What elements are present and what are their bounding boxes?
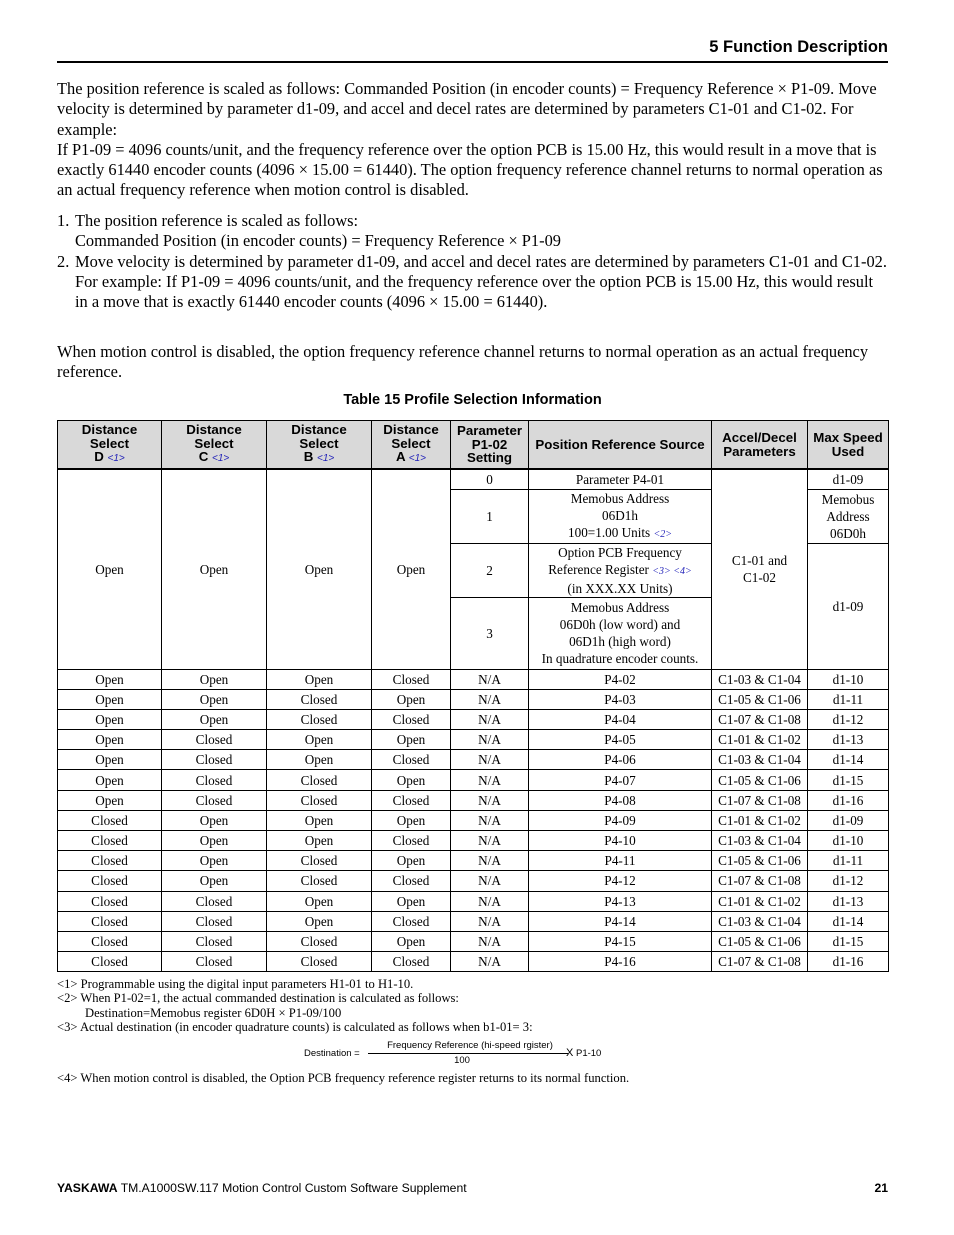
cell-source: P4-14 bbox=[529, 911, 712, 931]
cell-distance-a: Closed bbox=[372, 831, 451, 851]
footnote-ref: <1> bbox=[408, 453, 427, 465]
cell-accel-decel: C1-07 & C1-08 bbox=[712, 709, 808, 729]
cell-max-speed: d1-14 bbox=[808, 911, 889, 931]
cell-accel-decel: C1-01 & C1-02 bbox=[712, 891, 808, 911]
cell-p1-02: N/A bbox=[451, 952, 529, 972]
cell-distance-a: Closed bbox=[372, 669, 451, 689]
cell-distance-a: Closed bbox=[372, 750, 451, 770]
cell-distance-d: Open bbox=[58, 770, 162, 790]
footnote-4: <4> When motion control is disabled, the Option PCB frequency reference register returns to its normal function. bbox=[57, 1071, 630, 1085]
header-rule bbox=[57, 61, 888, 63]
table-row bbox=[58, 891, 889, 911]
document-title: TM.A1000SW.117 Motion Control Custom Software Supplement bbox=[120, 1181, 467, 1195]
cell-distance-b: Open bbox=[267, 831, 372, 851]
cell-distance-c: Open bbox=[162, 709, 267, 729]
cell-distance-b: Closed bbox=[267, 871, 372, 891]
cell-source: Option PCB Frequency Reference Register <3> <4> (in XXX.XX Units) bbox=[529, 543, 712, 597]
cell-max-speed: d1-12 bbox=[808, 871, 889, 891]
cell-p1-02: 3 bbox=[451, 597, 529, 669]
cell-distance-c: Open bbox=[162, 669, 267, 689]
cell-distance-b: Closed bbox=[267, 709, 372, 729]
table-row bbox=[58, 911, 889, 931]
table-row bbox=[58, 750, 889, 770]
header-max-speed: Max Speed Used bbox=[808, 421, 889, 470]
cell-distance-d: Closed bbox=[58, 952, 162, 972]
cell-p1-02: N/A bbox=[451, 689, 529, 709]
cell-distance-a: Open bbox=[372, 730, 451, 750]
cell-source: P4-13 bbox=[529, 891, 712, 911]
cell-source: P4-09 bbox=[529, 810, 712, 830]
cell-source: Parameter P4-01 bbox=[529, 469, 712, 489]
cell-distance-b: Open bbox=[267, 469, 372, 669]
cell-distance-d: Closed bbox=[58, 871, 162, 891]
cell-max-speed: d1-11 bbox=[808, 851, 889, 871]
cell-distance-c: Closed bbox=[162, 730, 267, 750]
cell-distance-c: Closed bbox=[162, 891, 267, 911]
cell-max-speed: d1-10 bbox=[808, 669, 889, 689]
cell-accel-decel: C1-07 & C1-08 bbox=[712, 952, 808, 972]
footnote-ref: <2> bbox=[653, 528, 672, 540]
cell-max-speed: d1-09 bbox=[808, 543, 889, 669]
cell-distance-d: Open bbox=[58, 669, 162, 689]
cell-distance-a: Closed bbox=[372, 790, 451, 810]
header-position-reference-source: Position Reference Source bbox=[529, 421, 712, 470]
cell-accel-decel: C1-07 & C1-08 bbox=[712, 790, 808, 810]
cell-distance-a: Open bbox=[372, 689, 451, 709]
cell-distance-d: Open bbox=[58, 709, 162, 729]
cell-distance-c: Closed bbox=[162, 952, 267, 972]
cell-distance-c: Open bbox=[162, 469, 267, 669]
cell-distance-a: Closed bbox=[372, 911, 451, 931]
cell-distance-b: Closed bbox=[267, 689, 372, 709]
table-row bbox=[58, 851, 889, 871]
cell-distance-a: Open bbox=[372, 469, 451, 669]
list-number: 2. bbox=[57, 251, 70, 271]
footnote-2: <2> When P1-02=1, the actual commanded destination is calculated as follows: bbox=[57, 991, 459, 1006]
cell-max-speed: d1-16 bbox=[808, 952, 889, 972]
header-distance-select-c: Distance Select C <1> bbox=[162, 421, 267, 470]
numbered-list bbox=[57, 211, 889, 312]
footnote-2-detail: Destination=Memobus register 6D0H × P1-09/100 bbox=[85, 1005, 342, 1020]
closing-paragraph: When motion control is disabled, the option frequency reference channel returns to normal operation as an actual frequency reference. bbox=[57, 342, 869, 382]
cell-p1-02: N/A bbox=[451, 730, 529, 750]
cell-distance-b: Closed bbox=[267, 952, 372, 972]
cell-p1-02: N/A bbox=[451, 750, 529, 770]
intro-paragraph bbox=[57, 79, 889, 201]
cell-max-speed: d1-09 bbox=[808, 469, 889, 489]
fraction-bar bbox=[368, 1053, 568, 1054]
cell-p1-02: 2 bbox=[451, 543, 529, 597]
cell-max-speed: d1-13 bbox=[808, 730, 889, 750]
cell-source: P4-06 bbox=[529, 750, 712, 770]
cell-source: P4-12 bbox=[529, 871, 712, 891]
cell-source: Memobus Address 06D1h 100=1.00 Units <2> bbox=[529, 489, 712, 543]
cell-accel-decel: C1-03 & C1-04 bbox=[712, 750, 808, 770]
list-item-2 bbox=[57, 252, 889, 313]
cell-distance-a: Open bbox=[372, 851, 451, 871]
cell-source: P4-02 bbox=[529, 669, 712, 689]
table-row bbox=[58, 730, 889, 750]
table-row bbox=[58, 669, 889, 689]
cell-source: P4-04 bbox=[529, 709, 712, 729]
cell-distance-c: Closed bbox=[162, 790, 267, 810]
cell-source: P4-16 bbox=[529, 952, 712, 972]
page-number: 21 bbox=[874, 1181, 888, 1195]
cell-source: P4-08 bbox=[529, 790, 712, 810]
table-row bbox=[58, 790, 889, 810]
cell-distance-d: Open bbox=[58, 730, 162, 750]
cell-max-speed: d1-11 bbox=[808, 689, 889, 709]
footnote-3: <3> Actual destination (in encoder quadrature counts) is calculated as follows when b1-01= 3: bbox=[57, 1019, 533, 1034]
cell-distance-b: Open bbox=[267, 911, 372, 931]
cell-accel-decel: C1-03 & C1-04 bbox=[712, 831, 808, 851]
cell-source: P4-03 bbox=[529, 689, 712, 709]
header-accel-decel: Accel/Decel Parameters bbox=[712, 421, 808, 470]
cell-distance-c: Closed bbox=[162, 750, 267, 770]
footnote-ref: <1> bbox=[107, 453, 125, 465]
cell-p1-02: N/A bbox=[451, 911, 529, 931]
footnote-1: <1> Programmable using the digital input parameters H1-01 to H1-10. bbox=[57, 977, 414, 991]
table-row bbox=[58, 831, 889, 851]
table-row bbox=[58, 810, 889, 830]
footnote-ref: <1> bbox=[212, 453, 230, 465]
table-row bbox=[58, 469, 889, 489]
cell-distance-a: Closed bbox=[372, 952, 451, 972]
cell-p1-02: N/A bbox=[451, 891, 529, 911]
cell-accel-decel: C1-01 & C1-02 bbox=[712, 730, 808, 750]
cell-distance-a: Open bbox=[372, 770, 451, 790]
cell-distance-b: Closed bbox=[267, 790, 372, 810]
cell-distance-c: Closed bbox=[162, 931, 267, 951]
cell-distance-b: Open bbox=[267, 730, 372, 750]
header-distance-select-b: Distance Select B <1> bbox=[267, 421, 372, 470]
intro-line-2: If P1-09 = 4096 counts/unit, and the frequency reference over the option PCB is 15.00 Hz, this would result in a move that is exactly 61440 encoder counts (4096 × 15.00 = 61440). The option frequency reference channel returns to normal operation as an actual frequency reference when motion control is disabled. bbox=[57, 139, 883, 200]
cell-distance-b: Closed bbox=[267, 931, 372, 951]
cell-distance-d: Closed bbox=[58, 931, 162, 951]
cell-p1-02: N/A bbox=[451, 810, 529, 830]
cell-distance-b: Closed bbox=[267, 770, 372, 790]
footnotes bbox=[57, 977, 889, 1034]
cell-max-speed: d1-15 bbox=[808, 931, 889, 951]
formula-multiplier: X P1-10 bbox=[566, 1047, 602, 1059]
cell-distance-c: Open bbox=[162, 871, 267, 891]
cell-distance-d: Open bbox=[58, 750, 162, 770]
cell-distance-a: Closed bbox=[372, 709, 451, 729]
cell-distance-b: Closed bbox=[267, 851, 372, 871]
cell-distance-a: Closed bbox=[372, 871, 451, 891]
table-row bbox=[58, 689, 889, 709]
cell-distance-b: Open bbox=[267, 750, 372, 770]
section-header: 5 Function Description bbox=[709, 38, 888, 56]
cell-accel-decel: C1-03 & C1-04 bbox=[712, 911, 808, 931]
cell-source: Memobus Address 06D0h (low word) and 06D1h (high word) In quadrature encoder counts. bbox=[529, 597, 712, 669]
cell-distance-c: Open bbox=[162, 831, 267, 851]
cell-source: P4-11 bbox=[529, 851, 712, 871]
footnote-ref: <3> <4> bbox=[652, 565, 692, 577]
header-parameter-setting: Parameter P1-02 Setting bbox=[451, 421, 529, 470]
cell-p1-02: 1 bbox=[451, 489, 529, 543]
cell-distance-d: Closed bbox=[58, 891, 162, 911]
list-item-text: The position reference is scaled as follows: bbox=[75, 211, 359, 230]
cell-distance-d: Closed bbox=[58, 810, 162, 830]
table-row bbox=[58, 709, 889, 729]
header-distance-select-d: Distance Select D <1> bbox=[58, 421, 162, 470]
cell-distance-d: Closed bbox=[58, 851, 162, 871]
cell-p1-02: 0 bbox=[451, 469, 529, 489]
cell-max-speed: d1-13 bbox=[808, 891, 889, 911]
cell-accel-decel: C1-03 & C1-04 bbox=[712, 669, 808, 689]
table-row bbox=[58, 931, 889, 951]
cell-accel-decel: C1-07 & C1-08 bbox=[712, 871, 808, 891]
cell-source: P4-15 bbox=[529, 931, 712, 951]
table-header-row bbox=[58, 421, 889, 470]
cell-distance-d: Closed bbox=[58, 911, 162, 931]
cell-max-speed: d1-14 bbox=[808, 750, 889, 770]
cell-max-speed: d1-16 bbox=[808, 790, 889, 810]
list-item-text: Move velocity is determined by parameter d1-09, and accel and decel rates are determined by parameters C1-01 and C1-02. bbox=[75, 251, 887, 271]
cell-distance-b: Open bbox=[267, 891, 372, 911]
list-item-text: For example: If P1-09 = 4096 counts/unit, and the frequency reference over the option PCB is 15.00 Hz, this would result in a move that is exactly 61440 encoder counts (4096 × 15.00 = 61440). bbox=[75, 271, 874, 312]
cell-max-speed: d1-10 bbox=[808, 831, 889, 851]
cell-distance-d: Closed bbox=[58, 831, 162, 851]
cell-source: P4-10 bbox=[529, 831, 712, 851]
cell-distance-c: Closed bbox=[162, 911, 267, 931]
header-distance-select-a: Distance Select A <1> bbox=[372, 421, 451, 470]
formula-denominator: 100 bbox=[454, 1055, 470, 1066]
cell-distance-c: Open bbox=[162, 851, 267, 871]
cell-accel-decel: C1-05 & C1-06 bbox=[712, 851, 808, 871]
cell-p1-02: N/A bbox=[451, 790, 529, 810]
table-title: Table 15 Profile Selection Information bbox=[343, 392, 602, 408]
cell-distance-c: Open bbox=[162, 689, 267, 709]
cell-p1-02: N/A bbox=[451, 709, 529, 729]
cell-distance-c: Closed bbox=[162, 770, 267, 790]
profile-selection-table bbox=[57, 420, 889, 972]
cell-max-speed: d1-15 bbox=[808, 770, 889, 790]
footnote-ref: <1> bbox=[317, 453, 335, 465]
cell-p1-02: N/A bbox=[451, 931, 529, 951]
cell-accel-decel: C1-01 and C1-02 bbox=[712, 469, 808, 669]
cell-source: P4-05 bbox=[529, 730, 712, 750]
cell-distance-a: Open bbox=[372, 931, 451, 951]
formula-lhs: Destination = bbox=[304, 1048, 360, 1059]
cell-distance-a: Open bbox=[372, 891, 451, 911]
cell-distance-a: Open bbox=[372, 810, 451, 830]
list-item-1 bbox=[57, 211, 889, 252]
page-footer bbox=[57, 1181, 888, 1195]
list-item-text: Commanded Position (in encoder counts) = Frequency Reference × P1-09 bbox=[75, 231, 561, 251]
list-number: 1. bbox=[57, 211, 70, 230]
cell-distance-d: Open bbox=[58, 469, 162, 669]
cell-p1-02: N/A bbox=[451, 871, 529, 891]
table-row bbox=[58, 952, 889, 972]
cell-accel-decel: C1-01 & C1-02 bbox=[712, 810, 808, 830]
cell-distance-d: Open bbox=[58, 689, 162, 709]
formula-numerator: Frequency Reference (hi-speed rgister) bbox=[387, 1040, 553, 1051]
brand-name: YASKAWA bbox=[57, 1181, 118, 1195]
cell-max-speed: Memobus Address 06D0h bbox=[808, 489, 889, 543]
cell-distance-b: Open bbox=[267, 810, 372, 830]
cell-max-speed: d1-09 bbox=[808, 810, 889, 830]
table-body-rows bbox=[58, 669, 889, 972]
cell-p1-02: N/A bbox=[451, 831, 529, 851]
cell-source: P4-07 bbox=[529, 770, 712, 790]
cell-accel-decel: C1-05 & C1-06 bbox=[712, 931, 808, 951]
cell-distance-d: Open bbox=[58, 790, 162, 810]
cell-p1-02: N/A bbox=[451, 669, 529, 689]
table-row bbox=[58, 871, 889, 891]
cell-distance-b: Open bbox=[267, 669, 372, 689]
table-row bbox=[58, 770, 889, 790]
cell-p1-02: N/A bbox=[451, 770, 529, 790]
cell-p1-02: N/A bbox=[451, 851, 529, 871]
cell-accel-decel: C1-05 & C1-06 bbox=[712, 689, 808, 709]
intro-line-1: The position reference is scaled as follows: Commanded Position (in encoder counts) = Frequency Reference × P1-09. Move velocity is determined by parameter d1-09, and accel and decel rates are determined by parameters C1-01 and C1-02. For example: bbox=[57, 79, 877, 139]
cell-accel-decel: C1-05 & C1-06 bbox=[712, 770, 808, 790]
cell-distance-c: Open bbox=[162, 810, 267, 830]
cell-max-speed: d1-12 bbox=[808, 709, 889, 729]
